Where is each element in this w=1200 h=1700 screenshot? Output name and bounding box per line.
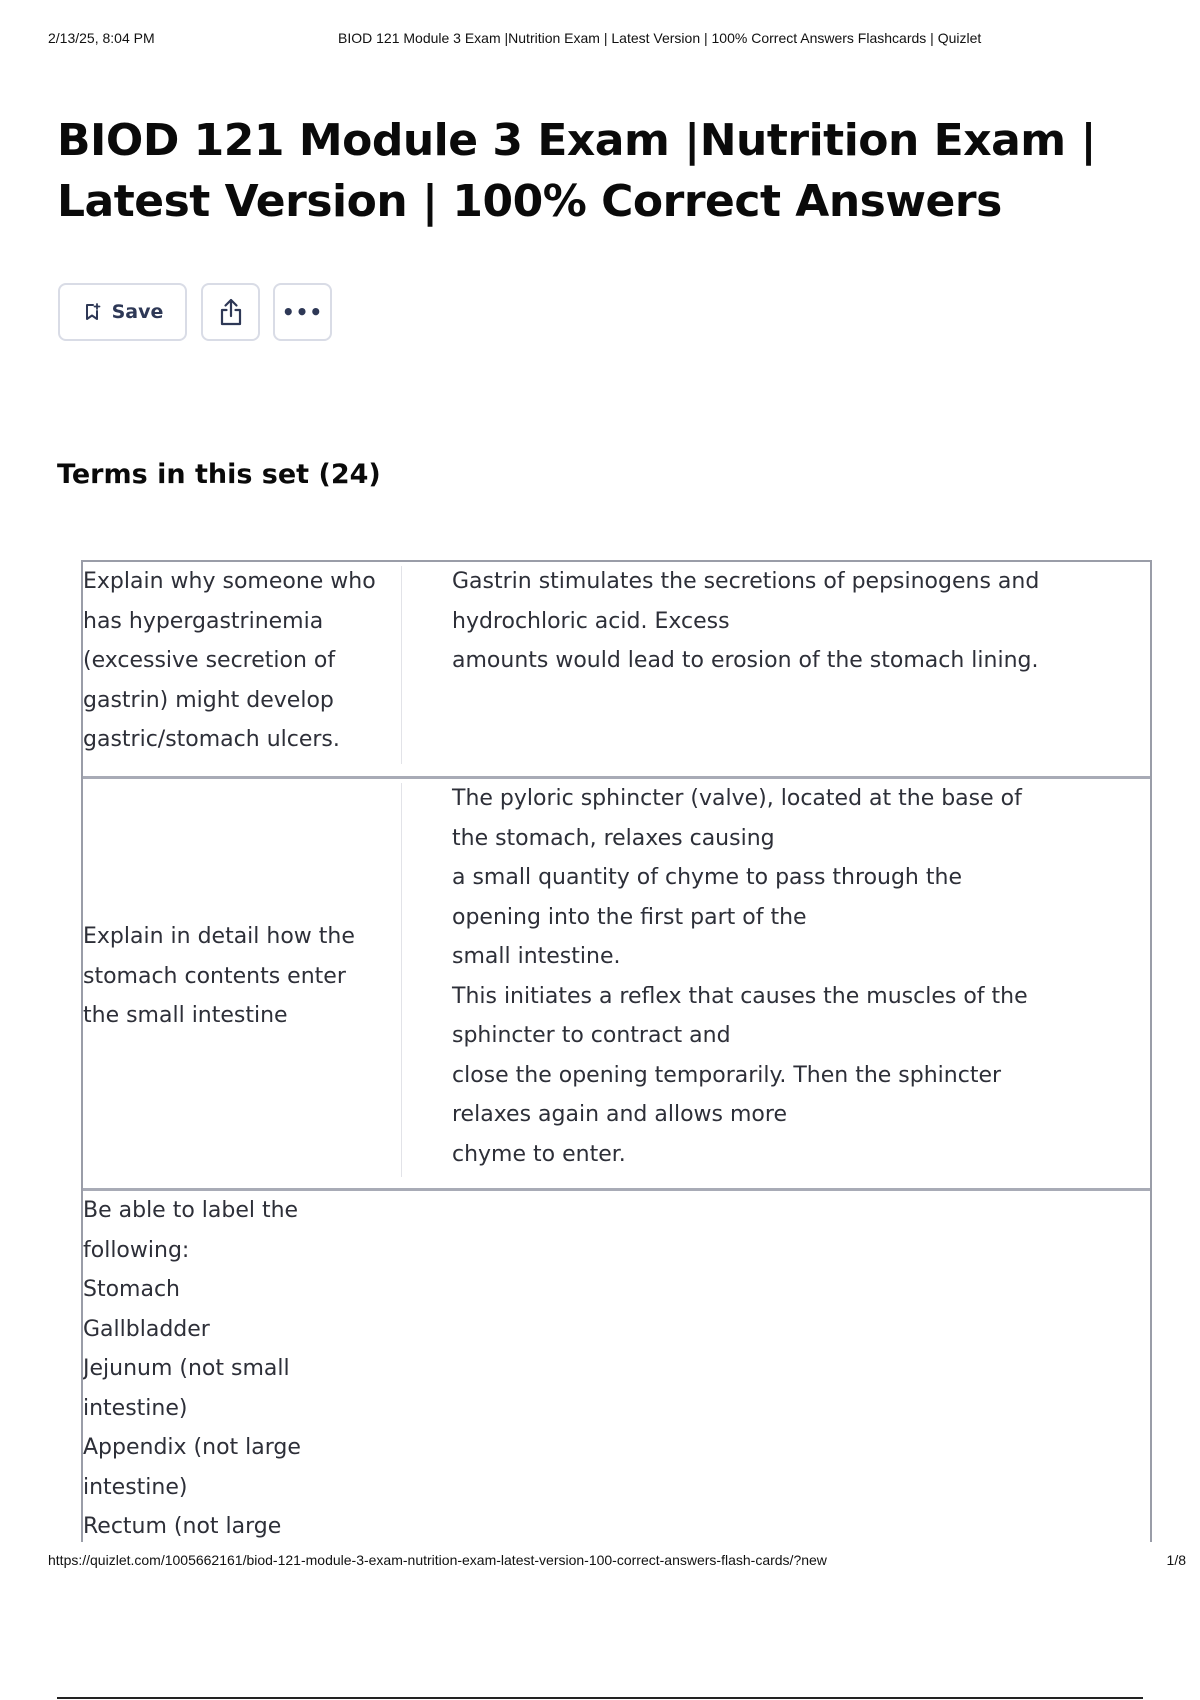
term-text: Explain why someone who has hypergastrinemia (excessive secretion of gastrin) might develop gastric/stomach ulcers. xyxy=(83,569,376,752)
terms-heading: Terms in this set (24) xyxy=(57,459,381,490)
term-row xyxy=(83,562,1150,776)
definition-text: Gastrin stimulates the secretions of pepsinogens and hydrochloric acid. Excess amounts would lead to erosion of the stomach lining. xyxy=(452,569,1040,673)
page-divider xyxy=(57,1697,1143,1699)
share-button[interactable] xyxy=(201,283,260,341)
term-text: Be able to label the following: Stomach Gallbladder Jejunum (not small intestine) Appendix (not large intestine) Rectum (not large xyxy=(83,1198,301,1539)
page-title: BIOD 121 Module 3 Exam |Nutrition Exam | Latest Version | 100% Correct Answers xyxy=(57,115,1097,227)
bookmark-plus-icon xyxy=(82,302,102,322)
column-divider xyxy=(401,783,402,1177)
save-button-label: Save xyxy=(111,301,164,323)
column-divider xyxy=(401,566,402,764)
more-icon: ••• xyxy=(281,300,324,324)
page-url: https://quizlet.com/1005662161/biod-121-module-3-exam-nutrition-exam-latest-version-100-correct-answers-flash-cards/?new xyxy=(48,1552,827,1568)
page-number: 1/8 xyxy=(1166,1552,1186,1568)
print-date: 2/13/25, 8:04 PM xyxy=(48,30,155,46)
terms-table xyxy=(81,560,1152,1542)
print-document-title: BIOD 121 Module 3 Exam |Nutrition Exam | Latest Version | 100% Correct Answers Flashcards | Quizlet xyxy=(338,30,982,46)
term-row xyxy=(83,1188,1150,1542)
share-icon xyxy=(217,297,245,327)
print-header xyxy=(48,30,1168,50)
save-button[interactable] xyxy=(58,283,187,341)
term-text: Explain in detail how the stomach contents enter the small intestine xyxy=(83,924,355,1028)
definition-text: The pyloric sphincter (valve), located at the base of the stomach, relaxes causing a small quantity of chyme to pass through the opening into the first part of the small intestine. This initiates a reflex that causes the muscles of the sphincter to contract and close the opening temporarily. Then the sphincter relaxes again and allows more chyme to enter. xyxy=(452,786,1028,1167)
term-row xyxy=(83,776,1150,1188)
print-footer xyxy=(48,1552,1186,1572)
more-options-button[interactable] xyxy=(273,283,332,341)
